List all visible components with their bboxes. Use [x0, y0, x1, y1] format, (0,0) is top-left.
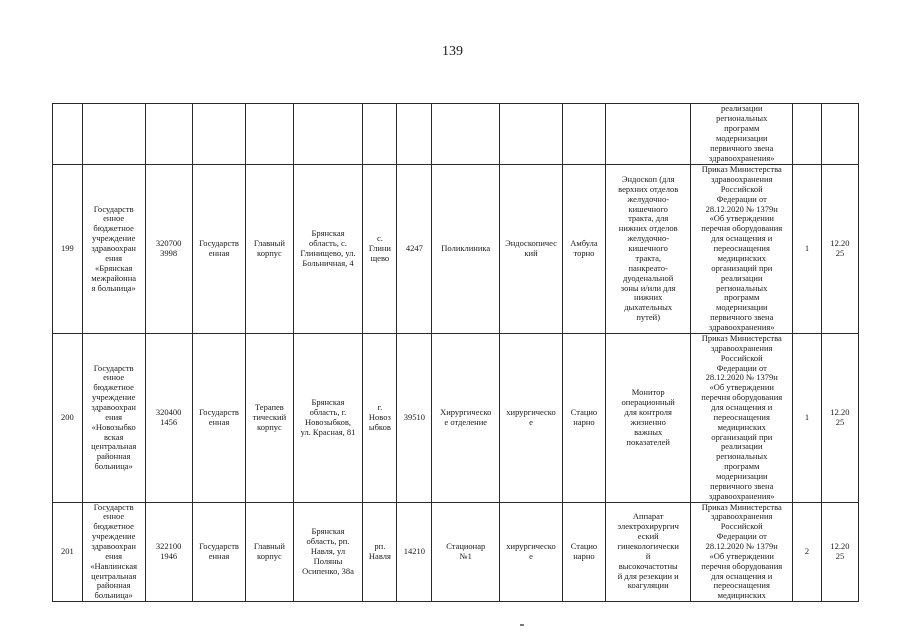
table-row — [53, 502, 859, 602]
cell-org — [82, 104, 145, 165]
cell-department: Поликлиника — [432, 165, 500, 334]
cell-basis: реализации региональных программ модернизации первичного звена здравоохранения» — [691, 104, 793, 165]
cell-date: 12.20 25 — [821, 502, 858, 602]
cell-equipment: Аппарат электрохирургич еский гинекологически й высокочастотны й для резекции и коагуляции — [606, 502, 691, 602]
cell-loc-code: 14210 — [397, 502, 432, 602]
cell-care: Стацио нарно — [562, 502, 605, 602]
cell-basis: Приказ Министерства здравоохранения Российской Федерации от 28.12.2020 № 1379н «Об утверждении перечня оборудования для оснащения и переоснащения медицинских организаций при реализации региональных программ модернизации первичного звена здравоохранения» — [691, 165, 793, 334]
cell-locality: г. Новоз ыбков — [363, 334, 397, 503]
cell-form — [192, 104, 245, 165]
cell-qty — [793, 104, 822, 165]
cell-address: Брянская область, г. Новозыбков, ул. Красная, 81 — [293, 334, 363, 503]
cell-form: Государств енная — [192, 165, 245, 334]
cell-code — [145, 104, 192, 165]
cell-equipment: Монитор операционный для контроля жизненно важных показателей — [606, 334, 691, 503]
cell-building: Главный корпус — [246, 165, 293, 334]
cell-profile: хирургическо е — [500, 502, 563, 602]
cell-locality — [363, 104, 397, 165]
cell-loc-code: 4247 — [397, 165, 432, 334]
cell-org: Государств енное бюджетное учреждение здравоохран ения «Новозыбко вская центральная районная больница» — [82, 334, 145, 503]
cell-num: 199 — [53, 165, 83, 334]
cell-org: Государств енное бюджетное учреждение здравоохран ения «Навлинская центральная районная больница» — [82, 502, 145, 602]
cell-building: Главный корпус — [246, 502, 293, 602]
cell-date: 12.20 25 — [821, 165, 858, 334]
cell-equipment: Эндоскоп (для верхних отделов желудочно- кишечного тракта, для нижних отделов желудочно- кишечного тракта, панкреато- дуоденальной зоны и/или для нижних дыхательных путей) — [606, 165, 691, 334]
cell-qty: 1 — [793, 165, 822, 334]
scan-speck — [520, 624, 524, 626]
cell-code: 320700 3998 — [145, 165, 192, 334]
cell-basis: Приказ Министерства здравоохранения Российской Федерации от 28.12.2020 № 1379н «Об утверждении перечня оборудования для оснащения и переоснащения медицинских — [691, 502, 793, 602]
cell-org: Государств енное бюджетное учреждение здравоохран ения «Брянская межрайонна я больница» — [82, 165, 145, 334]
cell-equipment — [606, 104, 691, 165]
cell-num: 200 — [53, 334, 83, 503]
table-row — [53, 165, 859, 334]
cell-qty: 2 — [793, 502, 822, 602]
cell-address: Брянская область, с. Глинищево, ул. Больничная, 4 — [293, 165, 363, 334]
cell-locality: с. Глини щево — [363, 165, 397, 334]
cell-care — [562, 104, 605, 165]
cell-locality: рп. Навля — [363, 502, 397, 602]
cell-address: Брянская область, рп. Навля, ул Поляны Осипенко, 38а — [293, 502, 363, 602]
continuation-row — [53, 104, 859, 165]
cell-profile: хирургическо е — [500, 334, 563, 503]
cell-loc-code — [397, 104, 432, 165]
cell-qty: 1 — [793, 334, 822, 503]
cell-form: Государств енная — [192, 334, 245, 503]
cell-department: Стационар №1 — [432, 502, 500, 602]
cell-care: Стацио нарно — [562, 334, 605, 503]
cell-form: Государств енная — [192, 502, 245, 602]
cell-date: 12.20 25 — [821, 334, 858, 503]
cell-date — [821, 104, 858, 165]
cell-num — [53, 104, 83, 165]
cell-num: 201 — [53, 502, 83, 602]
cell-profile: Эндоскопичес кий — [500, 165, 563, 334]
equipment-table — [52, 103, 859, 602]
cell-care: Амбула торно — [562, 165, 605, 334]
page-number: 139 — [442, 44, 463, 59]
cell-building — [246, 104, 293, 165]
cell-department: Хирургическо е отделение — [432, 334, 500, 503]
cell-building: Терапев тический корпус — [246, 334, 293, 503]
cell-address — [293, 104, 363, 165]
cell-loc-code: 39510 — [397, 334, 432, 503]
cell-department — [432, 104, 500, 165]
table-row — [53, 334, 859, 503]
cell-code: 322100 1946 — [145, 502, 192, 602]
cell-basis: Приказ Министерства здравоохранения Российской Федерации от 28.12.2020 № 1379н «Об утверждении перечня оборудования для оснащения и переоснащения медицинских организаций при реализации региональных программ модернизации первичного звена здравоохранения» — [691, 334, 793, 503]
cell-code: 320400 1456 — [145, 334, 192, 503]
cell-profile — [500, 104, 563, 165]
